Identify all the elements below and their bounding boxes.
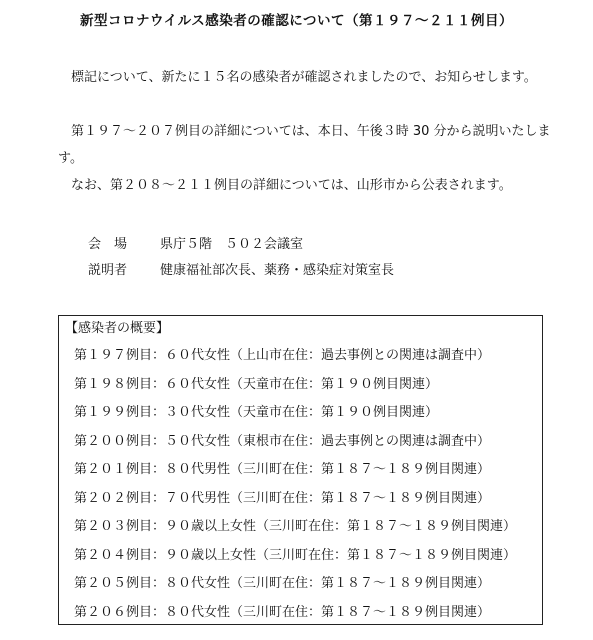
- case-item: 第２０３例目：９０歳以上女性（三川町在住：第１８７〜１８９例目関連）: [74, 519, 517, 534]
- presenter-value: 健康福祉部次長、薬務・感染症対策室長: [160, 263, 395, 278]
- case-item: 第１９７例目：６０代女性（上山市在住：過去事例との関連は調査中）: [74, 348, 491, 363]
- case-item: 第２０５例目：８０代女性（三川町在住：第１８７〜１８９例目関連）: [74, 576, 491, 591]
- venue-value: 県庁５階 ５０２会議室: [160, 237, 304, 252]
- case-item: 第２０６例目：８０代女性（三川町在住：第１８７〜１８９例目関連）: [74, 604, 491, 620]
- paragraph-briefing-time: 第１９７〜２０７例目の詳細については、本日、午後３時 30 分から説明いたします。: [58, 124, 551, 166]
- case-item: 第２００例目：５０代女性（東根市在住：過去事例との関連は調査中）: [74, 433, 491, 449]
- case-summary-box: [58, 315, 543, 625]
- case-item: 第１９８例目：６０代女性（天童市在住：第１９０例目関連）: [74, 376, 439, 392]
- case-item: 第２０１例目：８０代男性（三川町在住：第１８７〜１８９例目関連）: [74, 462, 491, 477]
- case-summary-header: 【感染者の概要】: [65, 321, 170, 336]
- venue-row: [88, 232, 394, 258]
- presenter-row: [88, 258, 394, 284]
- paragraph-announcement: 標記について、新たに１５名の感染者が確認されましたので、お知らせします。: [71, 70, 537, 85]
- venue-label: 会 場: [88, 237, 128, 252]
- case-list: [74, 342, 516, 627]
- paragraph-yamagata-city: なお、第２０８〜２１１例目の詳細については、山形市から公表されます。: [71, 178, 512, 193]
- document-title: 新型コロナウイルス感染者の確認について（第１９７〜２１１例目）: [80, 13, 513, 29]
- case-item: 第２０４例目：９０歳以上女性（三川町在住：第１８７〜１８９例目関連）: [74, 547, 517, 563]
- case-item: 第２０２例目：７０代男性（三川町在住：第１８７〜１８９例目関連）: [74, 490, 491, 506]
- case-item: 第１９９例目：３０代女性（天童市在住：第１９０例目関連）: [74, 405, 439, 420]
- briefing-info: [88, 232, 394, 284]
- presenter-label: 説明者: [88, 263, 128, 278]
